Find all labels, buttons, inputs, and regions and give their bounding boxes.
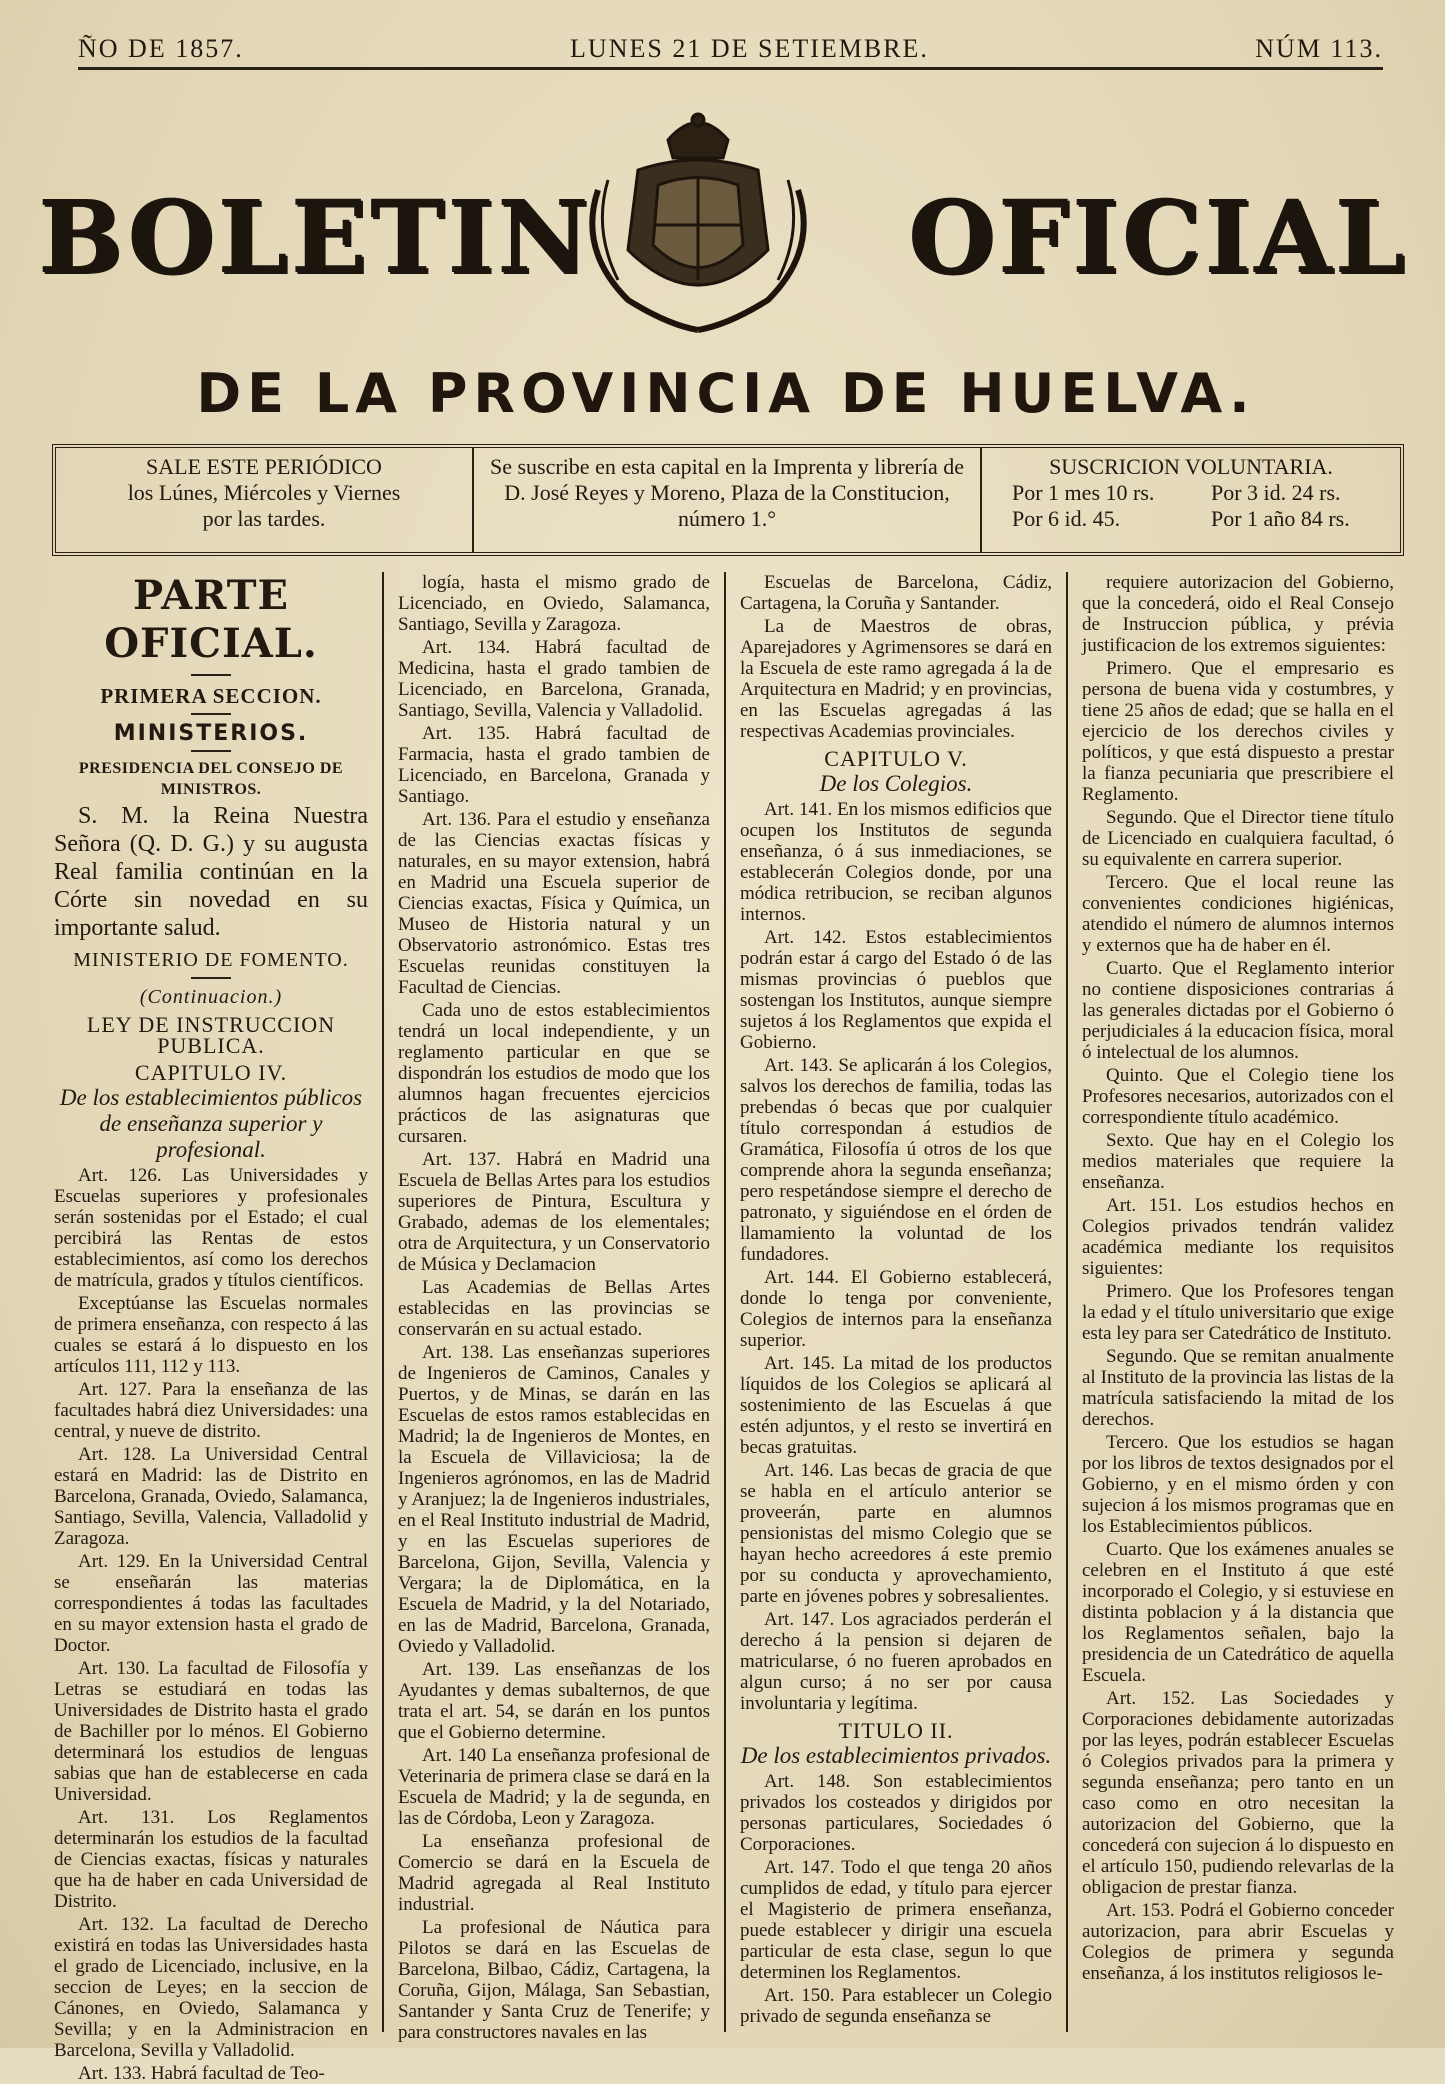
article-paragraph: Art. 126. Las Universidades y Escuelas superiores y profesionales serán sostenidas por el Estado; el cual percibirá las Rentas de estos establecimientos, así como los derechos de matrícula, grados y títulos científicos. [54,1165,368,1291]
royal-announcement: S. M. la Reina Nuestra Señora (Q. D. G.) y su augusta Real familia continúan en la Córte sin novedad en su importante salud. [54,803,368,941]
price-item: Por 1 año 84 rs. [1211,506,1350,531]
article-paragraph: Art. 148. Son establecimientos privados los costeados y dirigidos por personas particulares, Sociedades ó Corporaciones. [740,1771,1052,1855]
article-paragraph: Art. 144. El Gobierno establecerá, donde lo tenga por conveniente, Colegios de internos para la enseñanza superior. [740,1267,1052,1351]
issue-number: NÚM 113. [1255,33,1383,63]
article-paragraph: Art. 147. Todo el que tenga 20 años cumplidos de edad, y título para ejercer el Magisterio de primera enseñanza, puede establecer y dirigir una escuela particular de esta clase, segun lo que determinen los Reglamentos. [740,1857,1052,1983]
divider [191,750,231,752]
article-paragraph: Art. 128. La Universidad Central estará en Madrid: las de Distrito en Barcelona, Granada, Oviedo, Salamanca, Santiago, Sevilla, Valencia, Valladolid y Zaragoza. [54,1444,368,1549]
subscription-place: Se suscribe en esta capital en la Imprenta y librería de D. José Reyes y Moreno, Plaza de la Constitucion, número 1.° [474,448,982,552]
info-box [52,444,1404,556]
article-paragraph: Art. 147. Los agraciados perderán el derecho á la pension si dejaren de matricularse, ó no fueren aprobados en algun curso; á no ser por causa involuntaria y legítima. [740,1609,1052,1714]
section-title: PARTE OFICIAL. [104,572,318,667]
ministries-heading: MINISTERIOS. [113,721,309,746]
article-paragraph: Tercero. Que el local reune las convenientes condiciones higiénicas, atendido el número de alumnos internos y externos que ha de haber en él. [1082,872,1394,956]
issue-date: LUNES 21 DE SETIEMBRE. [570,33,929,63]
article-paragraph: Segundo. Que se remitan anualmente al Instituto de la provincia las listas de la matrícula satisfaciendo la mitad de los derechos. [1082,1346,1394,1430]
title-heading: TITULO II. [838,1718,954,1743]
law-title: LEY DE INSTRUCCION PUBLICA. [86,1012,336,1058]
article-paragraph: Art. 142. Estos establecimientos podrán estar á cargo del Estado ó de las mismas provincias ó pueblos que sostengan los Institutos, aunque siempre sujetos á los Reglamentos que expida el Gobierno. [740,927,1052,1053]
article-paragraph: Escuelas de Barcelona, Cádiz, Cartagena, la Coruña y Santander. [740,572,1052,614]
ministry-heading: MINISTERIO DE FOMENTO. [73,949,349,971]
article-paragraph: Art. 134. Habrá facultad de Medicina, hasta el grado tambien de Licenciado, en Barcelona, Granada, Santiago, Sevilla, Valencia y Valladolid. [398,637,710,721]
masthead-right-word: OFICIAL [907,178,1408,296]
article-paragraph: La enseñanza profesional de Comercio se dará en la Escuela de Madrid agregada al Real Instituto industrial. [398,1831,710,1915]
dateline [78,30,1383,70]
publication-info [56,448,474,552]
chapter-heading: CAPITULO V. [824,746,968,771]
article-paragraph: Art. 145. La mitad de los productos líquidos de los Colegios se aplicará al sostenimiento de las Escuelas á que estén adjuntos, y el resto se invertirá en becas gratuitas. [740,1353,1052,1458]
column-4 [1066,572,1408,2032]
continuation-note: (Continuacion.) [139,986,283,1008]
divider [191,713,231,715]
chapter-title: De los establecimientos públicos de enseñanza superior y profesional. [59,1085,363,1162]
publication-line-2: los Lúnes, Miércoles y Viernes [127,480,401,505]
chapter-heading: CAPITULO IV. [134,1060,288,1085]
article-paragraph: Art. 127. Para la enseñanza de las facultades habrá diez Universidades: una central, y nueve de distrito. [54,1379,368,1442]
section-heading: PRIMERA SECCION. [100,684,322,708]
article-paragraph: requiere autorizacion del Gobierno, que la concederá, oido el Real Consejo de Instruccion pública, y prévia justificacion de los extremos siguientes: [1082,572,1394,656]
year: ÑO DE 1857. [78,33,244,63]
chapter-title: De los Colegios. [819,771,973,796]
article-paragraph: logía, hasta el mismo grado de Licenciado, en Oviedo, Salamanca, Santiago, Sevilla y Zaragoza. [398,572,710,635]
voluntary-title: SUSCRICION VOLUNTARIA. [1049,454,1333,479]
article-paragraph: Art. 136. Para el estudio y enseñanza de las Ciencias exactas físicas y naturales, en su mayor extension, habrá en Madrid una Escuela superior de Ciencias exactas, Física y Química, un Museo de Historia natural y un Observatorio astronómico. Estas tres Escuelas reunidas constituyen la Facultad de Ciencias. [398,809,710,998]
royal-crest-icon [568,100,828,340]
column-2 [382,572,724,2043]
article-paragraph: Tercero. Que los estudios se hagan por los libros de textos designados por el Gobierno, y en el mismo órden y con sujecion á los mismos programas que en los Establecimientos públicos. [1082,1432,1394,1537]
article-paragraph: Art. 139. Las enseñanzas de los Ayudantes y demas subalternos, de que trata el art. 54, se darán en los puntos que el Gobierno determine. [398,1659,710,1743]
article-paragraph: Art. 152. Las Sociedades y Corporaciones debidamente autorizadas por las leyes, podrán establecer Escuelas ó Colegios privados para la primera y segunda enseñanza; pero tanto en un caso como en otro necesitan la autorizacion del Gobierno, que la concederá con sujecion á lo dispuesto en el artículo 150, pudiendo relevarlas de la obligacion de prestar fianza. [1082,1688,1394,1898]
article-paragraph: Art. 138. Las enseñanzas superiores de Ingenieros de Caminos, Canales y Puertos, y de Minas, se darán en las Escuelas de estos ramos establecidas en Madrid; la de Ingenieros de Montes, en la Escuela de Villaviciosa; la de Ingenieros agrónomos, en las de Madrid y Aranjuez; la de Ingenieros industriales, en el Real Instituto industrial de Madrid, y en las Escuelas superiores de Barcelona, Gijon, Sevilla, Valencia y Vergara; la de Diplomática, en la Escuela de Madrid, y la del Notariado, en las de Madrid, Barcelona, Granada, Oviedo y Valladolid. [398,1342,710,1657]
divider [191,674,231,676]
publication-line-1: SALE ESTE PERIÓDICO [146,454,382,479]
article-paragraph: Segundo. Que el Director tiene título de Licenciado en cualquiera facultad, ó su equivalente en carrera superior. [1082,807,1394,870]
article-paragraph: La profesional de Náutica para Pilotos se dará en las Escuelas de Barcelona, Bilbao, Cádiz, Cartagena, la Coruña, Gijon, Málaga, San Sebastian, Santander y Santa Cruz de Tenerife; y para constructores navales en las [398,1917,710,2043]
masthead-left-word: BOLETIN [38,178,592,296]
article-paragraph: Cada uno de estos establecimientos tendrá un local independiente, y un reglamento particular en que se dispondrán los estudios de modo que los alumnos hagan frecuentes ejercicios prácticos de las asignaturas que cursaren. [398,1000,710,1147]
publication-line-3: por las tardes. [202,506,326,531]
column-3 [724,572,1066,2032]
article-paragraph: Art. 143. Se aplicarán á los Colegios, salvos los derechos de familia, todas las prebendas ó becas que por cualquier título correspondan á estudios de Gramática, Filosofía ú otros de los que comprende ahora la segunda enseñanza; pero respetándose siempre el derecho de patronato, y siguiéndose en el órden de llamamiento la voluntad de los fundadores. [740,1055,1052,1265]
article-paragraph: Art. 130. La facultad de Filosofía y Letras se estudiará en todas las Universidades de Distrito hasta el grado de Bachiller por lo ménos. El Gobierno determinará los estudios de lenguas sabias que han de establecerse en cada Universidad. [54,1658,368,1805]
article-paragraph: Sexto. Que hay en el Colegio los medios materiales que requiere la enseñanza. [1082,1130,1394,1193]
article-paragraph: Art. 137. Habrá en Madrid una Escuela de Bellas Artes para los estudios superiores de Pintura, Escultura y Grabado, ademas de los elementales; otra de Arquitectura, y un Conservatorio de Música y Declamacion [398,1149,710,1275]
masthead-subtitle: DE LA PROVINCIA DE HUELVA. [196,362,1256,425]
article-paragraph: Las Academias de Bellas Artes establecidas en las provincias se conservarán en su actual estado. [398,1277,710,1340]
article-paragraph: Art. 150. Para establecer un Colegio privado de segunda enseñanza se [740,1985,1052,2027]
article-paragraph: Primero. Que los Profesores tengan la edad y el título universitario que exige esta ley para ser Catedrático de Instituto. [1082,1281,1394,1344]
article-paragraph: Art. 135. Habrá facultad de Farmacia, hasta el grado tambien de Licenciado, en Barcelona, Granada y Santiago. [398,723,710,807]
price-item: Por 6 id. 45. [1012,506,1121,531]
article-paragraph: Art. 132. La facultad de Derecho existirá en todas las Universidades hasta el grado de Licenciado, inclusive, en la seccion de Leyes; en la seccion de Cánones, en Oviedo, Salamanca y Sevilla; y en la Administracion en Barcelona, Sevilla y Valladolid. [54,1914,368,2061]
article-paragraph: Art. 146. Las becas de gracia de que se habla en el artículo anterior se proveerán, parte en alumnos pensionistas del mismo Colegio que se hayan hecho acreedores á este premio por su conducta y aprovechamiento, parte en jóvenes pobres y sobresalientes. [740,1460,1052,1607]
voluntary-subscription [982,448,1400,552]
article-paragraph: Cuarto. Que los exámenes anuales se celebren en el Instituto á que esté incorporado el Colegio, y si estuviese en distinta poblacion y á la distancia que los Reglamentos señalen, bajo la presidencia de un Catedrático de aquella Escuela. [1082,1539,1394,1686]
article-paragraph: Exceptúanse las Escuelas normales de primera enseñanza, con respecto á las cuales se estará á lo dispuesto en los artículos 111, 112 y 113. [54,1293,368,1377]
column-1 [40,572,382,2084]
price-item: Por 3 id. 24 rs. [1211,480,1341,505]
article-paragraph: Art. 151. Los estudios hechos en Colegios privados tendrán validez académica mediante los requisitos siguientes: [1082,1195,1394,1279]
price-list [992,480,1390,532]
article-paragraph: Primero. Que el empresario es persona de buena vida y costumbres, y tiene 25 años de edad; que se halla en el ejercicio de los derechos civiles y políticos, y que está dispuesto a prestar la fianza pecuniaria que prescribiere el Reglamento. [1082,658,1394,805]
masthead [38,120,1408,340]
article-paragraph: La de Maestros de obras, Aparejadores y Agrimensores se dará en la Escuela de este ramo agregada á la de Arquitectura en Madrid; y en provincias, en las Escuelas agregadas á las respectivas Academias provinciales. [740,616,1052,742]
price-item: Por 1 mes 10 rs. [1012,480,1155,505]
article-paragraph: Cuarto. Que el Reglamento interior no contiene disposiciones contrarias á las generales dictadas por el Gobierno ó perjudiciales á la educacion física, moral ó intelectual de los alumnos. [1082,958,1394,1063]
article-paragraph: Quinto. Que el Colegio tiene los Profesores necesarios, autorizados con el correspondiente título académico. [1082,1065,1394,1128]
presidency-heading: PRESIDENCIA DEL CONSEJO DE MINISTROS. [78,760,344,798]
title-subheading: De los establecimientos privados. [740,1743,1052,1768]
article-paragraph: Art. 141. En los mismos edificios que ocupen los Institutos de segunda enseñanza, ó á sus inmediaciones, se establecerán Colegios donde, por una módica retribucion, se reciban algunos internos. [740,799,1052,925]
article-paragraph: Art. 133. Habrá facultad de Teo- [78,2063,325,2084]
article-paragraph: Art. 129. En la Universidad Central se enseñarán las materias correspondientes á todas las facultades en su mayor extension hasta el grado de Doctor. [54,1551,368,1656]
article-columns [40,572,1410,2084]
article-paragraph: Art. 153. Podrá el Gobierno conceder autorizacion, para abrir Escuelas y Colegios de primera y segunda enseñanza, á los institutos religiosos le- [1082,1900,1394,1984]
article-paragraph: Art. 131. Los Reglamentos determinarán los estudios de la facultad de Ciencias exactas, físicas y naturales que ha de haber en cada Universidad de Distrito. [54,1807,368,1912]
article-paragraph: Art. 140 La enseñanza profesional de Veterinaria de primera clase se dará en la Escuela de Madrid; y la de segunda, en las de Córdoba, Leon y Zaragoza. [398,1745,710,1829]
divider [191,977,231,979]
